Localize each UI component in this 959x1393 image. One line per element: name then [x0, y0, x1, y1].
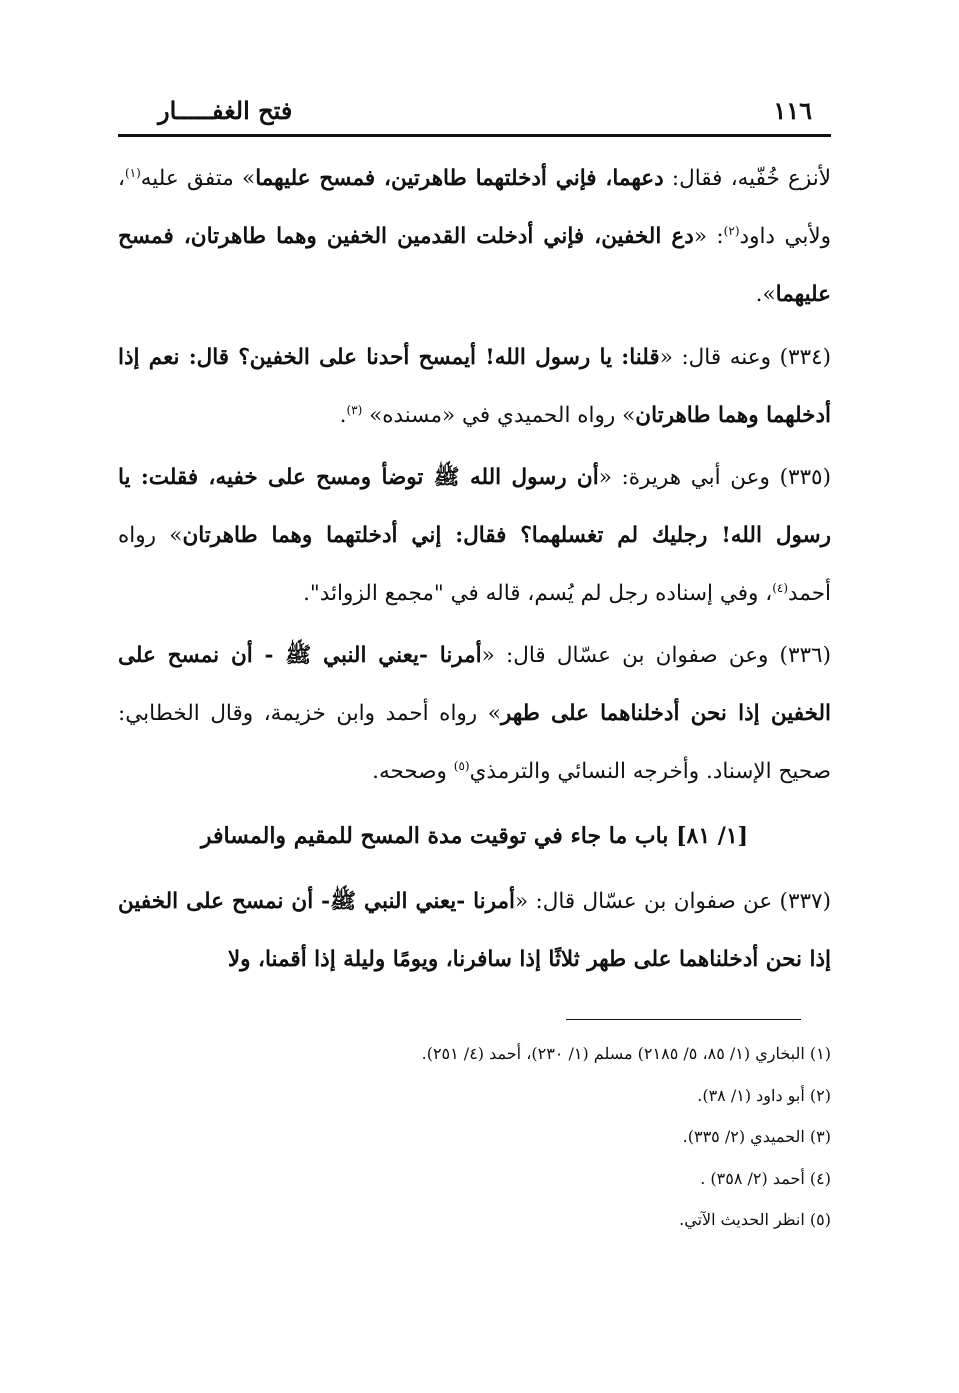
- text-block-top: [118, 150, 831, 324]
- paragraph-hadith-337: [118, 873, 831, 989]
- footnote-divider: [566, 1019, 801, 1020]
- footnote-5: (٥) انظر الحديث الآتي.: [679, 1210, 831, 1229]
- text-run: » رواه الحميدي في «مسنده»: [362, 403, 636, 428]
- paragraph-hadith-334: [118, 329, 831, 445]
- footnote-ref: (٥): [453, 758, 470, 773]
- footnote-ref: (٤): [772, 580, 789, 595]
- paragraph-hadith-335: [118, 449, 831, 623]
- hadith-text: دعهما، فإني أدخلتهما طاهرتين، فمسح عليهما: [255, 166, 664, 191]
- hadith-text: أمرنا -يعني النبي ﷺ- أن نمسح على الخفين إذا نحن أدخلناهما على طهر ثلاثًا إذا سافرنا، ويومًا وليلة إذا أقمنا، ولا: [118, 889, 831, 972]
- paragraph-hadith-336: [118, 627, 831, 801]
- text-run: ، وفي إسناده رجل لم يُسم، قاله في "مجمع الزوائد".: [303, 581, 773, 606]
- hadith-text: دع الخفين، فإني أدخلت القدمين الخفين وهما طاهرتان، فمسح عليهما: [118, 224, 831, 307]
- text-run: : «: [693, 224, 724, 249]
- page-header: [118, 92, 830, 132]
- footnote-ref: (١): [124, 165, 141, 180]
- footnote-1: (١) البخاري (١/ ٨٥، ٥/ ٢١٨٥) مسلم (١/ ٢٣٠)، أحمد (٤/ ٢٥١).: [421, 1044, 831, 1063]
- header-divider: [118, 134, 831, 137]
- text-run: » رواه أحمد وابن خزيمة، وقال الخطابي: صحيح الإسناد. وأخرجه النسائي والترمذي: [118, 701, 831, 784]
- footnote-4: (٤) أحمد (٢/ ٣٥٨) .: [700, 1168, 831, 1188]
- text-run: (٣٣٥) وعن أبي هريرة: «: [598, 465, 831, 490]
- footnote-ref: (٢): [723, 223, 740, 238]
- footnote-2: (٢) أبو داود (١/ ٣٨).: [697, 1085, 831, 1105]
- text-block-337: [118, 873, 831, 989]
- text-run: (٣٣٤) وعنه قال: «: [659, 345, 832, 370]
- footnotes: [118, 1033, 831, 1241]
- paragraph-hadith-333-continued: [118, 150, 831, 324]
- text-run: ، ولأبي داود: [118, 166, 831, 249]
- text-block-334: [118, 329, 831, 445]
- hadith-text: أن رسول الله ﷺ توضأ ومسح على خفيه، فقلت: يا رسول الله! رجليك لم تغسلهما؟ فقال: إني أدخلتهما وهما طاهرتان: [118, 465, 831, 548]
- text-run: ».: [755, 282, 776, 307]
- footnote-3: (٣) الحميدي (٢/ ٣٣٥).: [682, 1127, 831, 1146]
- text-run: لأنزع خُفّيه، فقال:: [663, 166, 831, 191]
- text-block-336: [118, 627, 831, 801]
- text-run: .: [339, 403, 347, 428]
- hadith-text: قلنا: يا رسول الله! أيمسح أحدنا على الخفين؟ قال: نعم إذا أدخلهما وهما طاهرتان: [118, 345, 831, 428]
- running-title: فتح الغفـــــار: [158, 96, 293, 125]
- footnote-ref: (٣): [346, 402, 363, 417]
- text-block-335: [118, 449, 831, 623]
- text-run: » متفق عليه: [140, 166, 256, 191]
- hadith-text: أمرنا -يعني النبي ﷺ - أن نمسح على الخفين إذا نحن أدخلناهما على طهر: [118, 643, 832, 726]
- text-run: (٣٣٦) وعن صفوان بن عسّال قال: «: [481, 643, 831, 668]
- chapter-heading: [١/ ٨١] باب ما جاء في توقيت مدة المسح للمقيم والمسافر: [200, 823, 749, 849]
- page-number: ١١٦: [773, 96, 812, 125]
- text-run: » رواه أحمد: [118, 523, 831, 606]
- text-run: وصححه.: [372, 759, 454, 784]
- text-run: (٣٣٧) عن صفوان بن عسّال قال: «: [515, 889, 831, 914]
